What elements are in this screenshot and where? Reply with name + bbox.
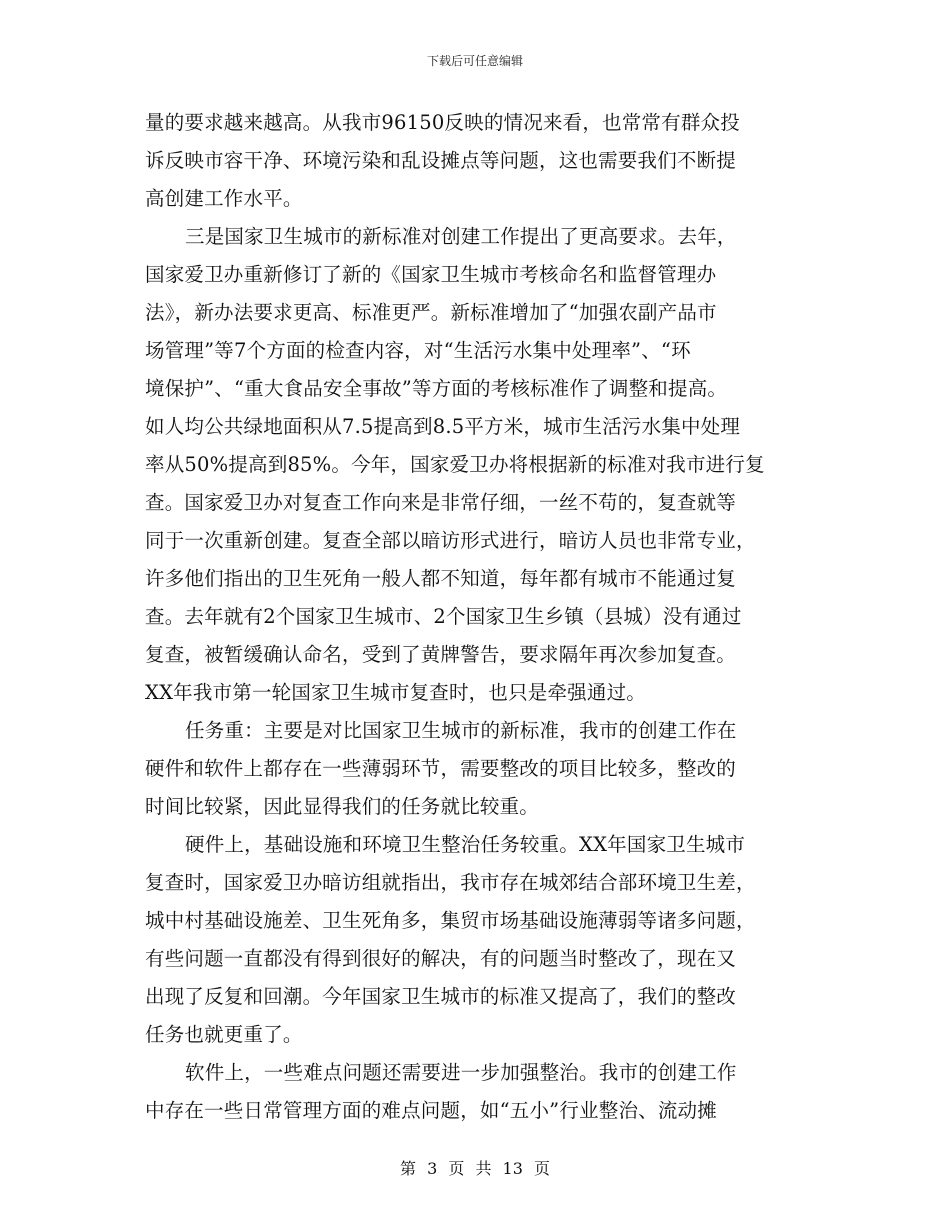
text-line: 时间比较紧，因此显得我们的任务就比较重。 <box>145 795 540 818</box>
text-line: 许多他们指出的卫生死角一般人都不知道，每年都有城市不能通过复 <box>145 567 737 590</box>
text-line: 任务重：主要是对比国家卫生城市的新标准，我市的创建工作在 <box>185 719 737 742</box>
text-line: 查。去年就有2个国家卫生城市、2个国家卫生乡镇（县城）没有通过 <box>145 605 742 628</box>
text-line: 硬件上，基础设施和环境卫生整治任务较重。XX年国家卫生城市 <box>185 833 746 856</box>
text-line: XX年我市第一轮国家卫生城市复查时，也只是牵强通过。 <box>145 681 646 704</box>
text-line: 查。国家爱卫办对复查工作向来是非常仔细，一丝不苟的，复查就等 <box>145 491 737 514</box>
text-line: 法》，新办法要求更高、标准更严。新标准增加了“加强农副产品市 <box>145 301 717 324</box>
text-line: 量的要求越来越高。从我市96150反映的情况来看，也常常有群众投 <box>145 111 740 134</box>
text-line: 复查，被暂缓确认命名，受到了黄牌警告，要求隔年再次参加复查。 <box>145 643 737 666</box>
text-line: 硬件和软件上都存在一些薄弱环节，需要整改的项目比较多，整改的 <box>145 757 737 780</box>
page-header: 下载后可任意编辑 <box>426 54 523 68</box>
text-line: 同于一次重新创建。复查全部以暗访形式进行，暗访人员也非常专业， <box>145 529 756 552</box>
text-line: 任务也就更重了。 <box>145 1023 303 1046</box>
text-line: 三是国家卫生城市的新标准对创建工作提出了更高要求。去年， <box>185 225 737 248</box>
text-line: 率从50%提高到85%。今年，国家爱卫办将根据新的标准对我市进行复 <box>145 453 765 476</box>
text-line: 软件上，一些难点问题还需要进一步加强整治。我市的创建工作 <box>185 1061 737 1084</box>
text-line: 场管理”等7个方面的检查内容，对“生活污水集中处理率”、“环 <box>145 339 691 362</box>
text-line: 高创建工作水平。 <box>145 187 303 210</box>
page-footer: 第 3 页 共 13 页 <box>400 1159 550 1178</box>
text-line: 国家爱卫办重新修订了新的《国家卫生城市考核命名和监督管理办 <box>145 263 717 286</box>
text-line: 城中村基础设施差、卫生死角多，集贸市场基础设施薄弱等诸多问题， <box>145 909 756 932</box>
text-line: 如人均公共绿地面积从7.5提高到8.5平方米，城市生活污水集中处理 <box>145 415 741 438</box>
text-line: 有些问题一直都没有得到很好的解决，有的问题当时整改了，现在又 <box>145 947 737 970</box>
text-line: 出现了反复和回潮。今年国家卫生城市的标准又提高了，我们的整改 <box>145 985 737 1008</box>
text-line: 诉反映市容干净、环境污染和乱设摊点等问题，这也需要我们不断提 <box>145 149 737 172</box>
text-line: 境保护”、“重大食品安全事故”等方面的考核标准作了调整和提高。 <box>145 377 728 400</box>
text-line: 复查时，国家爱卫办暗访组就指出，我市存在城郊结合部环境卫生差， <box>145 871 756 894</box>
text-line: 中存在一些日常管理方面的难点问题，如“五小”行业整治、流动摊 <box>145 1099 717 1122</box>
document-body <box>145 104 810 1130</box>
